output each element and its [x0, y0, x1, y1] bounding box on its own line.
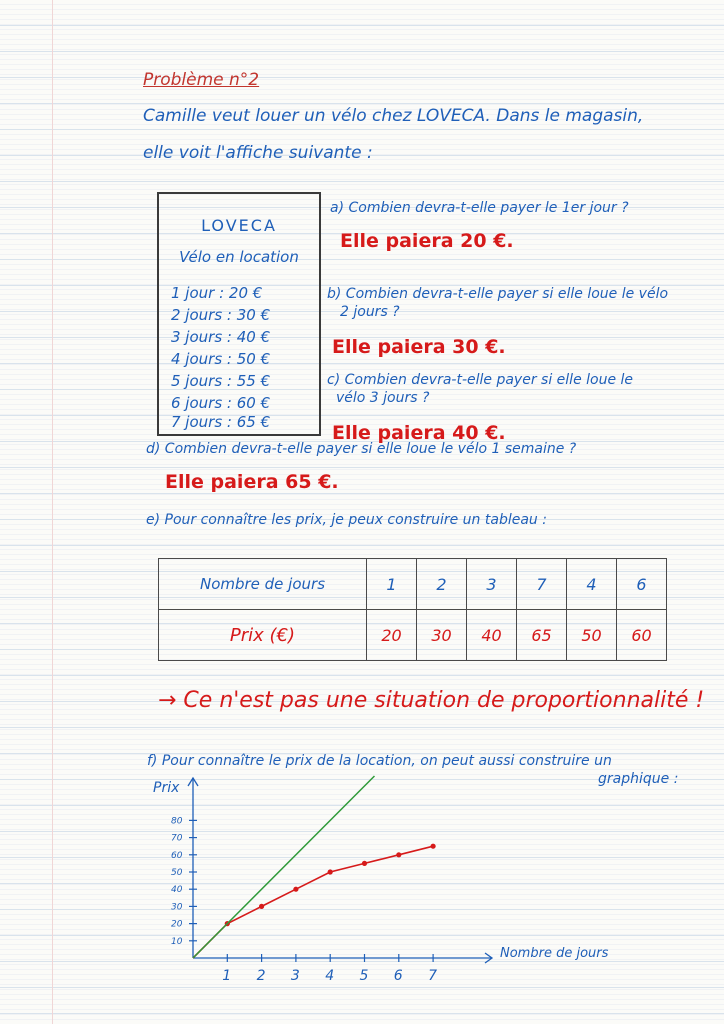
poster-brand: LOVECA	[201, 216, 277, 235]
y-axis-label: Prix	[153, 780, 180, 796]
table-cell: 30	[417, 610, 467, 661]
question-a: a) Combien devra-t-elle payer le 1er jour ?	[330, 200, 629, 216]
problem-title: Problème n°2	[143, 70, 260, 90]
y-tick-label: 30	[171, 902, 183, 913]
question-d: d) Combien devra-t-elle payer si elle loue le vélo 1 semaine ?	[146, 441, 577, 457]
table-cell: 40	[467, 610, 517, 661]
table-cell: 7	[517, 559, 567, 610]
price-point	[431, 844, 436, 849]
poster-rate-5: 5 jours : 55 €	[171, 372, 271, 390]
y-tick-label: 60	[171, 850, 183, 861]
table-header-days: Nombre de jours	[159, 559, 367, 610]
y-tick-label: 20	[171, 919, 183, 930]
answer-c: Elle paiera 40 €.	[332, 422, 506, 444]
table-header-prices: Prix (€)	[159, 610, 367, 661]
table-cell: 65	[517, 610, 567, 661]
poster-rate-1: 1 jour : 20 €	[171, 284, 263, 302]
table-cell: 4	[567, 559, 617, 610]
x-tick-label: 7	[428, 968, 438, 984]
table-cell: 60	[617, 610, 667, 661]
poster-rate-2: 2 jours : 30 €	[171, 306, 271, 324]
price-series-line	[193, 846, 433, 958]
question-f-line-2: graphique :	[598, 771, 679, 787]
answer-b: Elle paiera 30 €.	[332, 336, 506, 358]
poster-subtitle: Vélo en location	[179, 248, 299, 266]
intro-line-1: Camille veut louer un vélo chez LOVECA. Dans le magasin,	[143, 106, 644, 126]
table-cell: 6	[617, 559, 667, 610]
table-cell: 20	[367, 610, 417, 661]
y-tick-label: 80	[171, 816, 183, 827]
x-tick-label: 3	[290, 968, 300, 984]
answer-a: Elle paiera 20 €.	[340, 230, 514, 252]
table-cell: 3	[467, 559, 517, 610]
poster-rate-3: 3 jours : 40 €	[171, 328, 271, 346]
price-point	[259, 904, 264, 909]
price-point	[328, 869, 333, 874]
poster-rate-6: 6 jours : 60 €	[171, 394, 271, 412]
graph-axes	[153, 778, 609, 963]
question-e: e) Pour connaître les prix, je peux construire un tableau :	[146, 512, 547, 528]
question-b-line-2: 2 jours ?	[340, 304, 400, 320]
graph-series	[193, 776, 436, 958]
question-c-line-2: vélo 3 jours ?	[336, 390, 430, 406]
price-point	[396, 852, 401, 857]
x-tick-label: 6	[393, 968, 403, 984]
question-b-line-1: b) Combien devra-t-elle payer si elle loue le vélo	[327, 286, 669, 302]
answer-d: Elle paiera 65 €.	[165, 471, 339, 493]
poster-rate-4: 4 jours : 50 €	[171, 350, 271, 368]
x-tick-label: 2	[256, 968, 266, 984]
y-tick-label: 40	[171, 885, 183, 896]
graph-ticks	[171, 816, 437, 984]
x-tick-label: 1	[222, 968, 232, 984]
price-point	[362, 861, 367, 866]
question-c-line-1: c) Combien devra-t-elle payer si elle loue le	[327, 372, 634, 388]
table-cell: 1	[367, 559, 417, 610]
y-tick-label: 50	[171, 868, 183, 878]
x-tick-label: 5	[359, 968, 369, 984]
poster-rate-7: 7 jours : 65 €	[171, 413, 271, 431]
question-f-line-1: f) Pour connaître le prix de la location, on peut aussi construire un	[147, 753, 612, 769]
table-cell: 2	[417, 559, 467, 610]
y-tick-label: 70	[171, 833, 183, 844]
table-cell: 50	[567, 610, 617, 661]
conclusion: → Ce n'est pas une situation de proportionnalité !	[158, 688, 705, 713]
intro-line-2: elle voit l'affiche suivante :	[143, 143, 373, 163]
price-point	[293, 887, 298, 892]
x-axis-label: Nombre de jours	[500, 946, 609, 961]
y-tick-label: 10	[171, 936, 183, 947]
x-tick-label: 4	[325, 968, 335, 984]
